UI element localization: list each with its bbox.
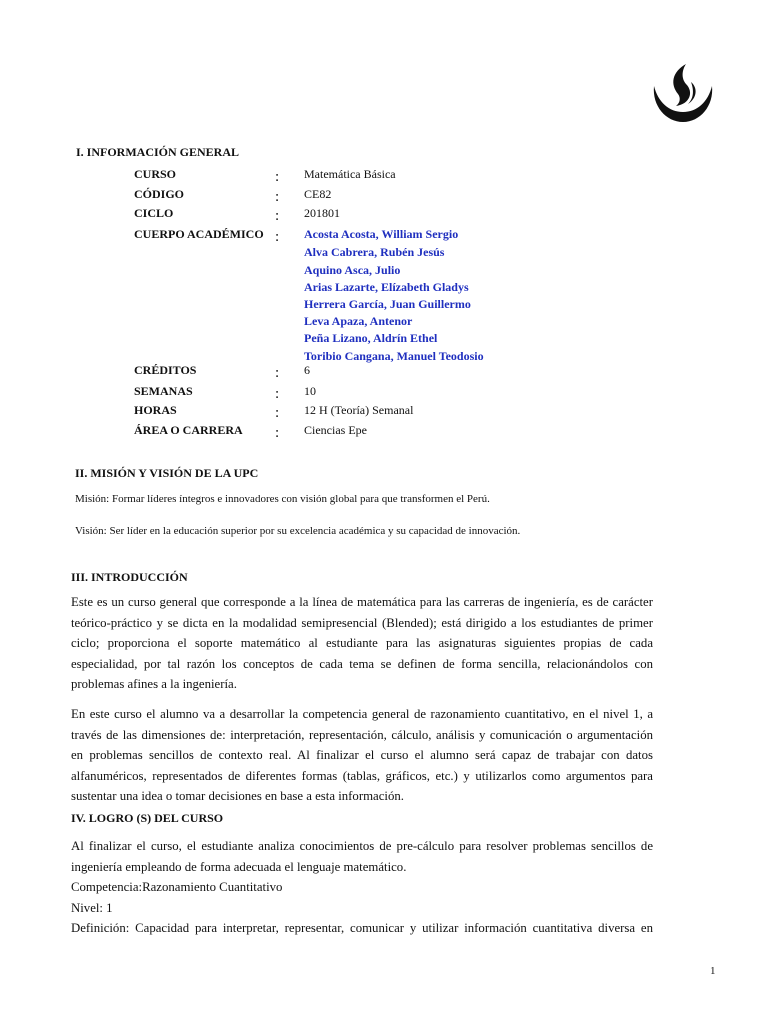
label-curso: CURSO (134, 167, 177, 181)
label-codigo: CÓDIGO (134, 187, 185, 201)
paragraph-line: ciclo; proporciona el soporte matemático al estudiante para las asignaturas siguientes propias de cada (71, 636, 653, 650)
value-creditos: 6 (304, 363, 310, 377)
paragraph-line: en problemas sencillos de contexto real. Al finalizar el curso el alumno será capaz de trabajar con datos (71, 748, 653, 762)
colon: : (275, 189, 280, 205)
mision-text: Misión: Formar líderes íntegros e innovadores con visión global para que transformen el Perú. (75, 493, 490, 505)
paragraph-line: Este es un curso general que corresponde a la línea de matemática para las carreras de ingeniería, es de carácter (71, 595, 653, 609)
label-cuerpo-academico: CUERPO ACADÉMICO (134, 227, 264, 241)
label-horas: HORAS (134, 403, 177, 417)
paragraph-line: Competencia:Razonamiento Cuantitativo (71, 880, 283, 894)
intro-paragraph-1 (71, 592, 653, 695)
paragraph-line: En este curso el alumno va a desarrollar la competencia general de razonamiento cuantitativo, en el nivel 1, a (71, 707, 653, 721)
value-horas: 12 H (Teoría) Semanal (304, 403, 414, 417)
value-curso: Matemática Básica (304, 167, 396, 181)
faculty-member: Peña Lizano, Aldrín Ethel (304, 331, 438, 345)
colon: : (275, 229, 280, 245)
colon: : (275, 208, 280, 224)
paragraph-line: Nivel: 1 (71, 900, 113, 915)
paragraph-line: Al finalizar el curso, el estudiante analiza conocimientos de pre-cálculo para resolver problemas sencillos de (71, 839, 653, 853)
label-ciclo: CICLO (134, 206, 174, 220)
section-title-informacion-general: I. INFORMACIÓN GENERAL (76, 145, 240, 159)
page-number: 1 (710, 965, 716, 977)
upc-logo (650, 62, 716, 124)
paragraph-line: especialidad, por tal razón los conceptos de cada tema se definen de forma sencilla, relacionándolos con (71, 656, 653, 671)
paragraph-line: alfanuméricos, representados de diferentes formas (tablas, gráficos, etc.) y utilizarlos como argumentos para (71, 768, 653, 783)
faculty-member: Acosta Acosta, William Sergio (304, 227, 459, 241)
colon: : (275, 365, 280, 381)
paragraph-line: través de las dimensiones de: interpretación, representación, cálculo, análisis y comunicación o argumentación (71, 727, 653, 742)
paragraph-line: teórico-práctico y se dicta en la modalidad semipresencial (Blended); está dirigido a los estudiantes de primer (71, 615, 653, 630)
paragraph-line: ingeniería empleando de forma adecuada el lenguaje matemático. (71, 859, 407, 874)
vision-text: Visión: Ser líder en la educación superior por su excelencia académica y su capacidad de innovación. (75, 525, 521, 537)
label-semanas: SEMANAS (134, 384, 193, 398)
faculty-member: Herrera García, Juan Guillermo (304, 297, 471, 311)
colon: : (275, 386, 280, 402)
logro-paragraph (71, 836, 653, 939)
colon: : (275, 425, 280, 441)
label-area-carrera: ÁREA O CARRERA (134, 423, 243, 437)
intro-paragraph-2 (71, 704, 653, 807)
value-codigo: CE82 (304, 187, 332, 201)
value-semanas: 10 (304, 384, 316, 398)
faculty-member: Alva Cabrera, Rubén Jesús (304, 245, 445, 259)
paragraph-line: sustentar una idea o tomar decisiones en base a esta información. (71, 789, 404, 803)
paragraph-line: Definición: Capacidad para interpretar, representar, comunicar y utilizar información cuantitativa diversa en (71, 921, 653, 935)
faculty-member: Leva Apaza, Antenor (304, 314, 413, 328)
value-area-carrera: Ciencias Epe (304, 423, 367, 437)
section-title-logro: IV. LOGRO (S) DEL CURSO (71, 811, 224, 825)
section-title-mision-vision: II. MISIÓN Y VISIÓN DE LA UPC (75, 466, 259, 480)
value-ciclo: 201801 (304, 206, 340, 220)
colon: : (275, 169, 280, 185)
label-creditos: CRÉDITOS (134, 363, 197, 377)
faculty-member: Aquino Asca, Julio (304, 263, 401, 277)
section-title-introduccion: III. INTRODUCCIÓN (71, 570, 188, 584)
faculty-member: Arias Lazarte, Elízabeth Gladys (304, 280, 469, 294)
paragraph-line: problemas afines a la ingeniería. (71, 677, 237, 691)
faculty-member: Toribio Cangana, Manuel Teodosio (304, 349, 484, 363)
colon: : (275, 405, 280, 421)
